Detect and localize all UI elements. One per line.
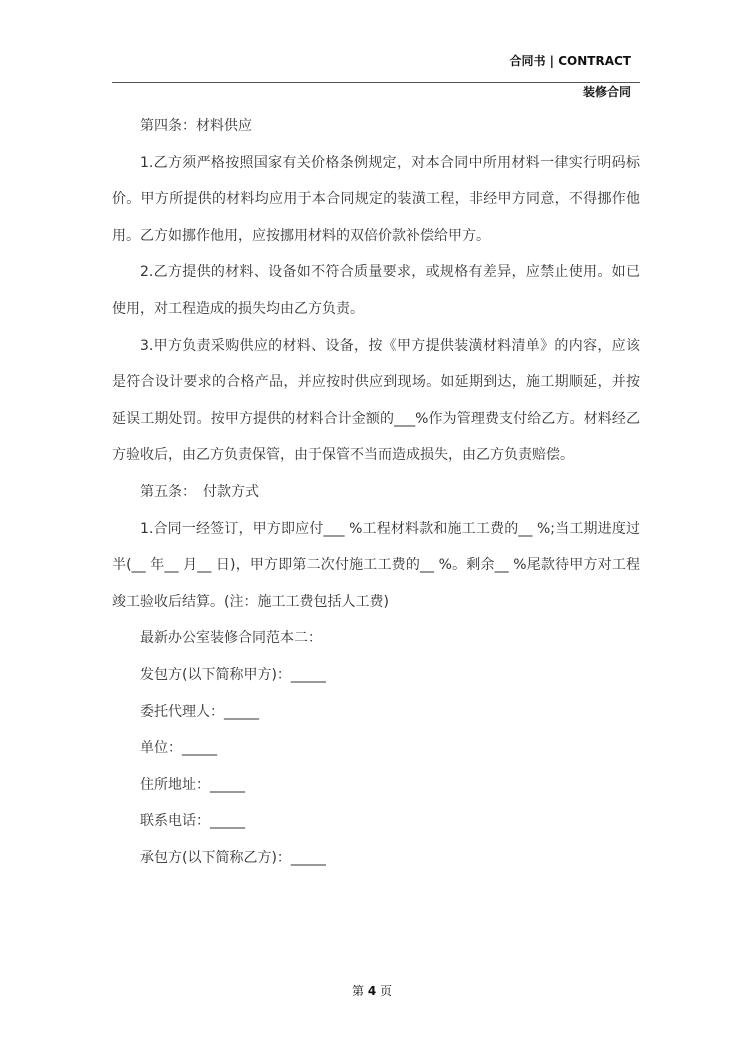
- body-paragraph: 1.合同一经签订，甲方即应付___ %工程材料款和施工工费的__ %;当工期进度过半(__ 年__ 月__ 日)，甲方即第二次付施工工费的__ %。剩余__ %尾款待甲方对工程竣工验收后结算。(注：施工工费包括人工费): [112, 520, 640, 610]
- body-paragraph: 2.乙方提供的材料、设备如不符合质量要求，或规格有差异，应禁止使用。如已使用，对工程造成的损失均由乙方负责。: [112, 264, 640, 317]
- form-field-address: 住所地址：_____: [140, 776, 245, 793]
- section-heading-template-two: 最新办公室装修合同范本二：: [140, 630, 322, 647]
- form-field-unit: 单位：_____: [140, 740, 217, 757]
- document-header-subtitle: 装修合同: [582, 85, 631, 99]
- form-field-phone: 联系电话：_____: [140, 813, 245, 830]
- form-field-agent: 委托代理人：_____: [140, 703, 259, 720]
- header-divider: [112, 82, 640, 83]
- form-field-employer: 发包方(以下简称甲方)：_____: [140, 666, 326, 683]
- article-heading-payment: 第五条： 付款方式: [140, 483, 259, 500]
- form-field-contractor: 承包方(以下简称乙方)：_____: [140, 849, 326, 866]
- article-heading-materials: 第四条：材料供应: [140, 118, 252, 134]
- document-body: [112, 108, 640, 876]
- document-header-title: 合同书 | CONTRACT: [509, 54, 631, 68]
- page-number: [0, 982, 744, 999]
- body-paragraph: 1.乙方须严格按照国家有关价格条例规定，对本合同中所用材料一律实行明码标价。甲方所提供的材料均应用于本合同规定的装潢工程，非经甲方同意，不得挪作他用。乙方如挪作他用，应按挪用材料的双倍价款补偿给甲方。: [112, 154, 640, 244]
- page-number-value: 4: [367, 984, 377, 998]
- body-paragraph: 3.甲方负责采购供应的材料、设备，按《甲方提供装潢材料清单》的内容，应该是符合设计要求的合格产品，并应按时供应到现场。如延期到达，施工期顺延，并按延误工期处罚。按甲方提供的材料合计金额的___%作为管理费支付给乙方。材料经乙方验收后，由乙方负责保管，由于保管不当而造成损失，由乙方负责赔偿。: [112, 337, 640, 464]
- page-suffix: 页: [380, 984, 393, 998]
- page-prefix: 第: [351, 984, 364, 998]
